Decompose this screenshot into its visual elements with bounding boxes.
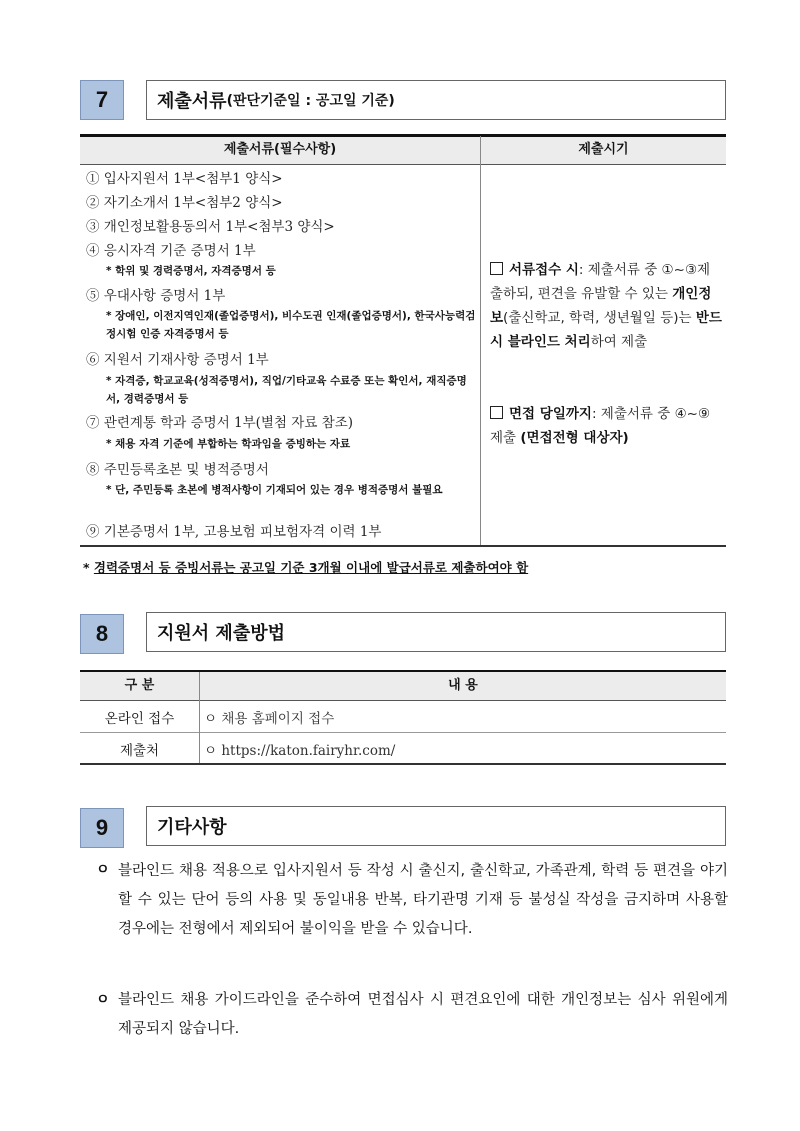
doc-item-2: ② 자기소개서 1부<첨부2 양식> [86,195,283,211]
header-divider [80,164,726,165]
note-interview-privacy: 블라인드 채용 가이드라인을 준수하여 면접심사 시 편견요인에 대한 개인정보는 심사 위원에게 제공되지 않습니다. [118,992,728,1037]
method-category-header: 구 분 [80,672,199,700]
doc-note-4: * 학위 및 경력증명서, 자격증명서 등 [106,265,276,277]
doc-item-4: ④ 응시자격 기준 증명서 1부 [86,243,256,259]
section-7-title-sub: (판단기준일 : 공고일 기준) [226,93,395,109]
timing-interview-day: 면접 당일까지: 제출서류 중 ④~⑨제출 (면접전형 대상자) [490,406,711,446]
section-9-title: 기타사항 [146,806,726,846]
bullet-mark: ㅇ [96,992,110,1008]
section-7-number: 7 [80,80,124,120]
table-bottom-rule [80,545,726,547]
checkbox-icon [490,262,503,275]
method-table-bottom-rule [80,763,726,765]
doc-item-8: ⑧ 주민등록초본 및 병적증명서 [86,462,269,478]
section-7-title [146,80,726,120]
note-blind-hiring: 블라인드 채용 적용으로 입사지원서 등 작성 시 출신지, 출신학교, 가족관계, 학력 등 편견을 야기할 수 있는 단어 등의 사용 및 동일내용 반복, 타기관명 기재 등 불성실 작성을 금지하며 사용할 경우에는 전형에서 제외되어 불이익을 받을 수 있습니다. [118,863,728,937]
method-column-divider [199,672,200,763]
method-header-divider [80,700,726,701]
doc-note-7: * 채용 자격 기준에 부합하는 학과임을 증빙하는 자료 [106,438,351,450]
timing-document-screening: 서류접수 시: 제출서류 중 ①~③제출하되, 편견을 유발할 수 있는 개인정보(출신학교, 학력, 생년월일 등)는 반드시 블라인드 처리하여 제출 [490,262,722,350]
section-8-title: 지원서 제출방법 [146,612,726,652]
doc-item-1: ① 입사지원서 1부<첨부1 양식> [86,171,283,187]
doc-item-5: ⑤ 우대사항 증명서 1부 [86,288,226,304]
submit-location-link[interactable]: ㅇ https://katon.fairyhr.com/ [204,743,396,759]
section-7-title-main: 제출서류 [157,91,227,112]
table-top-rule [80,134,726,137]
doc-note-8: * 단, 주민등록 초본에 병적사항이 기재되어 있는 경우 병적증명서 불필요 [106,484,443,496]
column-divider [480,136,481,546]
method-content-header: 내 용 [200,672,726,700]
documents-column-header: 제출서류(필수사항) [80,136,480,164]
doc-note-5: * 장애인, 이전지역인재(졸업증명서), 비수도권 인재(졸업증명서), 한국사능력검정시험 인증 자격증명서 등 [106,310,476,340]
bullet-mark: ㅇ [96,862,110,878]
method-row-divider [80,732,726,733]
doc-item-7: ⑦ 관련계통 학과 증명서 1부(별첨 자료 참조) [86,415,354,431]
timing-column-header: 제출시기 [481,136,726,164]
section-9-number: 9 [80,808,124,848]
section-8-number: 8 [80,614,124,654]
checkbox-icon [490,406,503,419]
submit-location-label: 제출처 [119,743,160,759]
doc-item-3: ③ 개인정보활용동의서 1부<첨부3 양식> [86,219,335,235]
doc-item-9: ⑨ 기본증명서 1부, 고용보험 피보험자격 이력 1부 [86,524,382,540]
online-apply-label: 온라인 접수 [104,711,175,727]
evidence-note: * 경력증명서 등 증빙서류는 공고일 기준 3개월 이내에 발급서류로 제출하여야 함 [83,560,529,575]
doc-item-6: ⑥ 지원서 기재사항 증명서 1부 [86,352,269,368]
doc-note-6: * 자격증, 학교교육(성적증명서), 직업/기타교육 수료증 또는 확인서, 재직증명서, 경력증명서 등 [106,375,467,405]
online-apply-value: ㅇ 채용 홈페이지 접수 [204,711,335,727]
